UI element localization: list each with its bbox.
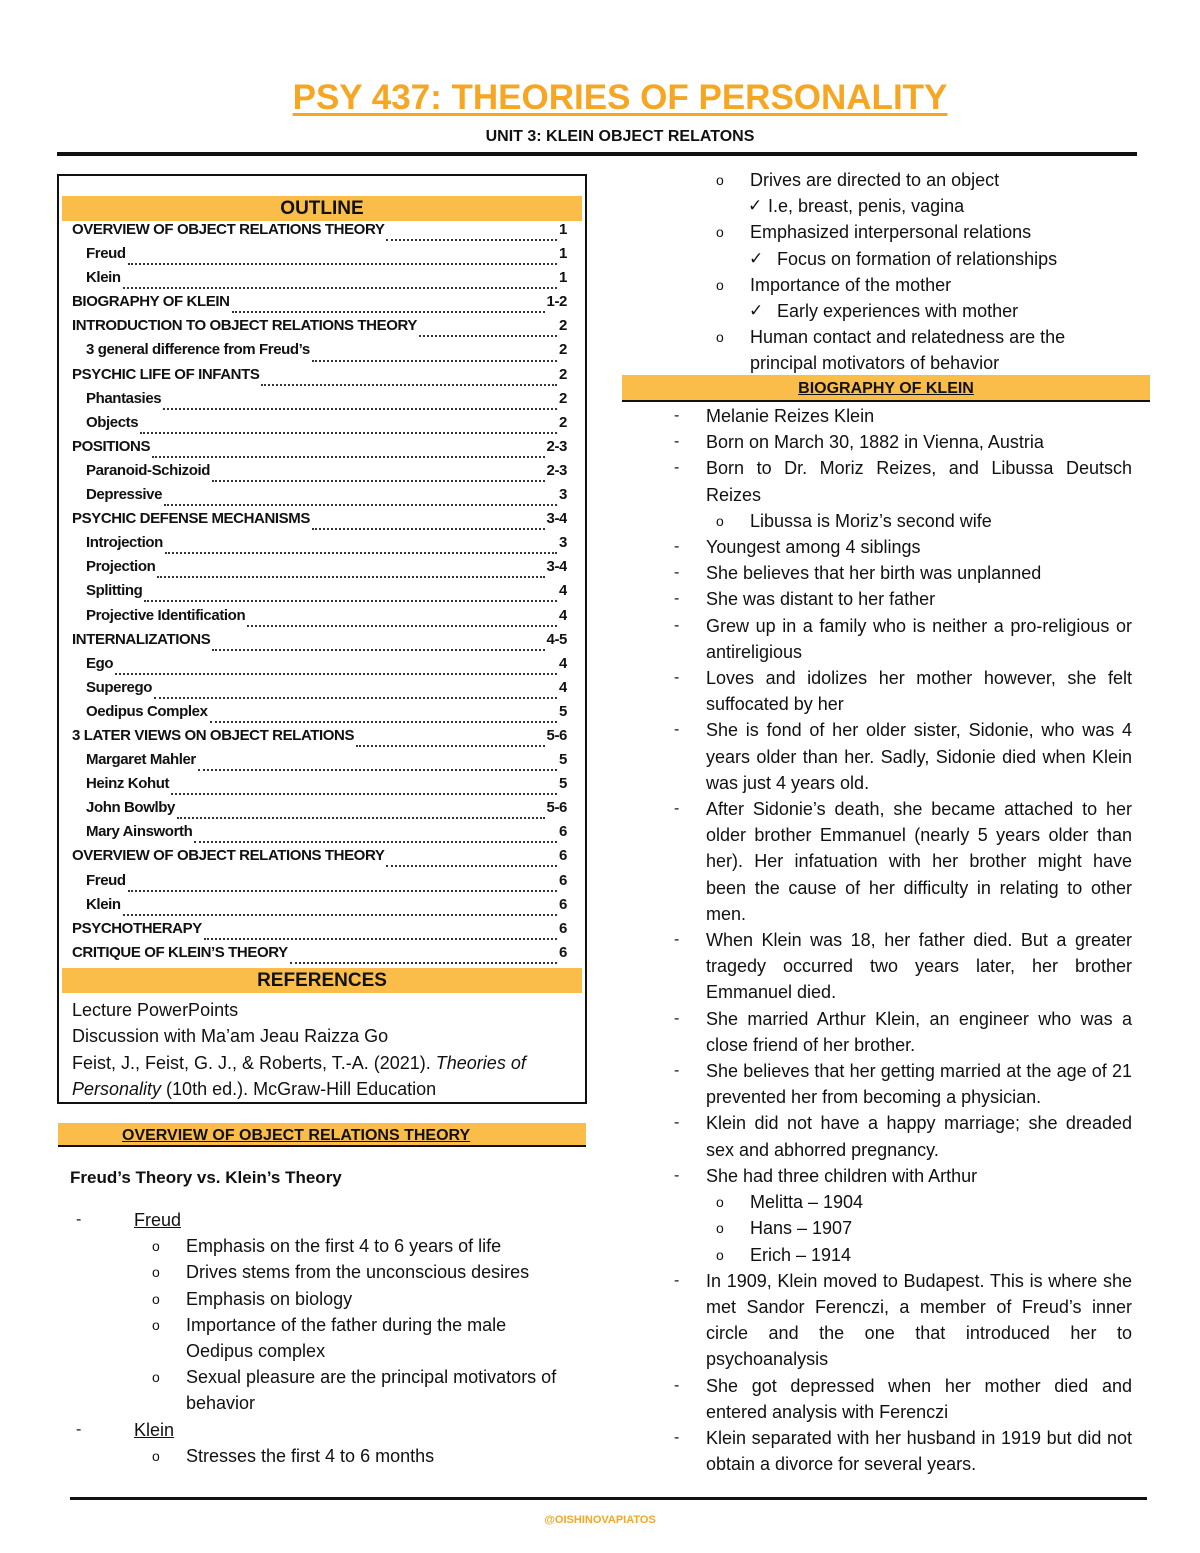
reference-item: Feist, J., Feist, G. J., & Roberts, T.-A. (2021). Theories of Personality (10th ed.). McGraw-Hill Education	[72, 1052, 526, 1100]
list-item: - Klein separated with her husband in 1919 but did not obtain a divorce for several years.	[674, 1427, 1132, 1475]
list-item: - Freud	[76, 1210, 182, 1230]
toc-entry[interactable]: PSYCHIC LIFE OF INFANTS 2	[72, 366, 567, 390]
toc-entry[interactable]: Heinz Kohut 5	[72, 775, 567, 799]
toc-entry[interactable]: Klein 1	[72, 269, 567, 293]
list-item: - Melanie Reizes Klein	[674, 406, 875, 426]
list-item: o Erich – 1914	[716, 1244, 852, 1265]
toc-entry[interactable]: John Bowlby 5-6	[72, 799, 567, 823]
list-item: ✓ Early experiences with mother	[634, 298, 1134, 324]
list-item: o Drives are directed to an object	[716, 170, 1000, 190]
check-icon: ✓	[748, 196, 763, 216]
toc-entry[interactable]: INTERNALIZATIONS 4-5	[72, 631, 567, 655]
check-icon: ✓	[749, 248, 764, 268]
toc-entry[interactable]: Superego 4	[72, 679, 567, 703]
list-item: o Emphasis on biology	[152, 1288, 353, 1309]
list-item: o Hans – 1907	[716, 1218, 853, 1239]
toc-entry[interactable]: POSITIONS 2-3	[72, 438, 567, 462]
references-list	[62, 993, 582, 1103]
list-item: o Importance of the mother	[716, 274, 952, 295]
toc-entry[interactable]: Ego 4	[72, 655, 567, 679]
biography-section-heading: BIOGRAPHY OF KLEIN	[622, 375, 1150, 402]
list-item: - Born to Dr. Moriz Reizes, and Libussa Deutsch Reizes	[674, 458, 1132, 505]
list-item: - Loves and idolizes her mother however, she felt suffocated by her	[674, 668, 1132, 715]
reference-item: Discussion with Ma’am Jeau Raizza Go	[72, 1026, 389, 1047]
unit-subtitle: UNIT 3: KLEIN OBJECT RELATONS	[485, 128, 755, 145]
page-title: PSY 437: THEORIES OF PERSONALITY	[292, 78, 948, 117]
klein-continued-list	[634, 167, 1134, 377]
toc-entry[interactable]: Depressive 3	[72, 486, 567, 510]
list-item: - Born on March 30, 1882 in Vienna, Austria	[674, 432, 1044, 453]
toc-entry[interactable]: Margaret Mahler 5	[72, 751, 567, 775]
list-item: o Human contact and relatedness are the principal motivators of behavior	[716, 327, 1066, 374]
outline-heading: OUTLINE	[62, 196, 582, 221]
list-item: o Importance of the father during the male Oedipus complex	[152, 1314, 507, 1362]
toc-entry[interactable]: Oedipus Complex 5	[72, 703, 567, 727]
list-item: - Klein did not have a happy marriage; she dreaded sex and abhorred pregnancy.	[674, 1113, 1132, 1160]
list-item: - She believes that her getting married at the age of 21 prevented her from becoming a physician.	[674, 1061, 1132, 1108]
list-item: ✓ Focus on formation of relationships	[634, 246, 1134, 272]
toc-entry[interactable]: 3 LATER VIEWS ON OBJECT RELATIONS 5-6	[72, 727, 567, 751]
list-item: o Melitta – 1904	[716, 1192, 864, 1213]
check-icon: ✓	[749, 301, 764, 321]
outline-toc	[62, 221, 582, 968]
list-item: o Sexual pleasure are the principal motivators of behavior	[152, 1367, 557, 1414]
toc-entry[interactable]: Freud 6	[72, 872, 567, 896]
freud-klein-list	[70, 1207, 570, 1469]
toc-entry[interactable]: Paranoid-Schizoid 2-3	[72, 462, 567, 486]
biography-list	[670, 403, 1132, 1477]
list-item: o Stresses the first 4 to 6 months	[152, 1445, 435, 1466]
list-item: - Youngest among 4 siblings	[674, 537, 921, 558]
list-item: o Emphasis on the first 4 to 6 years of life	[152, 1236, 502, 1257]
footer-credit: @OISHINOVAPIATOS	[544, 1514, 656, 1526]
toc-entry[interactable]: OVERVIEW OF OBJECT RELATIONS THEORY 6	[72, 847, 567, 871]
outline-box	[57, 174, 587, 1104]
list-item: - When Klein was 18, her father died. But a greater tragedy occurred two years later, her brother Emmanuel died.	[674, 930, 1132, 1003]
list-item: - She was distant to her father	[674, 589, 936, 610]
toc-entry[interactable]: Splitting 4	[72, 582, 567, 606]
list-item: - She had three children with Arthur	[674, 1165, 978, 1186]
toc-entry[interactable]: INTRODUCTION TO OBJECT RELATIONS THEORY 2	[72, 317, 567, 341]
toc-entry[interactable]: Introjection 3	[72, 534, 567, 558]
list-item: - After Sidonie’s death, she became attached to her older brother Emmanuel (nearly 5 years older than her). Her infatuation with her brother might have been the cause of her difficulty in relating to other men.	[674, 799, 1132, 924]
overview-section-heading: OVERVIEW OF OBJECT RELATIONS THEORY	[58, 1123, 586, 1147]
comparison-subheading: Freud’s Theory vs. Klein’s Theory	[70, 1168, 342, 1187]
list-item: - Grew up in a family who is neither a pro-religious or antireligious	[674, 615, 1132, 662]
list-item: ✓ I.e, breast, penis, vagina	[634, 193, 1134, 219]
bottom-divider	[70, 1497, 1147, 1500]
toc-entry[interactable]: PSYCHIC DEFENSE MECHANISMS 3-4	[72, 510, 567, 534]
toc-entry[interactable]: Klein 6	[72, 896, 567, 920]
list-item: o Drives stems from the unconscious desires	[152, 1262, 530, 1283]
list-item: o Libussa is Moriz’s second wife	[716, 510, 992, 531]
references-heading: REFERENCES	[62, 968, 582, 993]
list-item: - She believes that her birth was unplanned	[674, 563, 1042, 584]
toc-entry[interactable]: 3 general difference from Freud’s 2	[72, 341, 567, 365]
top-divider	[57, 152, 1137, 156]
list-item: - She married Arthur Klein, an engineer who was a close friend of her brother.	[674, 1008, 1132, 1055]
reference-item: Lecture PowerPoints	[72, 999, 239, 1020]
toc-entry[interactable]: BIOGRAPHY OF KLEIN 1-2	[72, 293, 567, 317]
toc-entry[interactable]: Projective Identification 4	[72, 607, 567, 631]
list-item: o Emphasized interpersonal relations	[716, 222, 1032, 243]
list-item: - She got depressed when her mother died and entered analysis with Ferenczi	[674, 1375, 1132, 1422]
toc-entry[interactable]: CRITIQUE OF KLEIN’S THEORY 6	[72, 944, 567, 968]
toc-entry[interactable]: Projection 3-4	[72, 558, 567, 582]
toc-entry[interactable]: Phantasies 2	[72, 390, 567, 414]
toc-entry[interactable]: PSYCHOTHERAPY 6	[72, 920, 567, 944]
list-item: - In 1909, Klein moved to Budapest. This is where she met Sandor Ferenczi, a member of Freud’s inner circle and the one that introduced her to psychoanalysis	[674, 1270, 1132, 1370]
toc-entry[interactable]: Objects 2	[72, 414, 567, 438]
list-item: - Klein	[76, 1419, 175, 1440]
toc-entry[interactable]: Mary Ainsworth 6	[72, 823, 567, 847]
toc-entry[interactable]: OVERVIEW OF OBJECT RELATIONS THEORY 1	[72, 221, 567, 245]
toc-entry[interactable]: Freud 1	[72, 245, 567, 269]
list-item: - She is fond of her older sister, Sidonie, who was 4 years older than her. Sadly, Sidonie died when Klein was just 4 years old.	[674, 720, 1132, 793]
